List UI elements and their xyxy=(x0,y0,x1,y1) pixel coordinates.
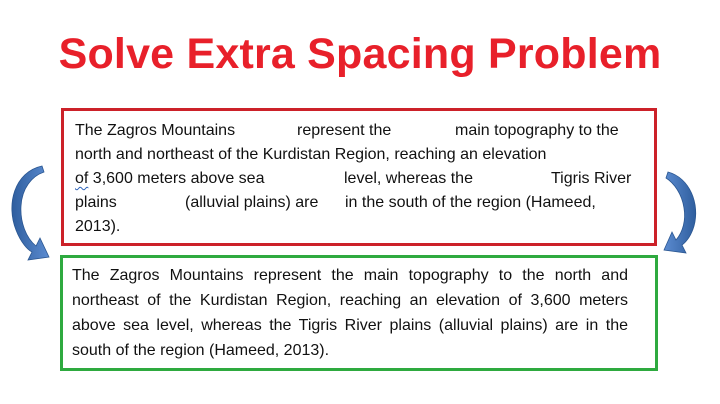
page-title: Solve Extra Spacing Problem xyxy=(58,30,662,78)
before-line-1b: represent the xyxy=(297,122,392,139)
before-line-4a: plains xyxy=(75,194,117,211)
after-line-1: The Zagros Mountains represent the main topography to the north and xyxy=(72,267,628,284)
before-line-3-squiggle-word: of xyxy=(75,170,89,187)
curved-arrow-right-icon xyxy=(656,166,706,266)
after-line-4: south of the region (Hameed, 2013). xyxy=(72,342,330,359)
before-line-3b: level, whereas the xyxy=(344,170,473,187)
curved-arrow-left-icon xyxy=(4,160,54,270)
before-line-3a xyxy=(75,169,264,188)
after-line-2: northeast of the Kurdistan Region, reaching an elevation of 3,600 meters xyxy=(72,292,628,309)
before-line-1c: main topography to the xyxy=(455,122,619,139)
before-line-4c: in the south of the region (Hameed, xyxy=(345,194,596,211)
before-line-4b: (alluvial plains) are xyxy=(185,194,319,211)
before-line-2: north and northeast of the Kurdistan Region, reaching an elevation xyxy=(75,146,547,163)
after-line-3: above sea level, whereas the Tigris River plains (alluvial plains) are in the xyxy=(72,317,628,334)
before-line-3c: Tigris River xyxy=(551,170,632,187)
before-line-3-text: 3,600 meters above sea xyxy=(92,170,265,187)
before-line-5: 2013). xyxy=(75,218,121,235)
before-line-1a: The Zagros Mountains xyxy=(75,122,236,139)
